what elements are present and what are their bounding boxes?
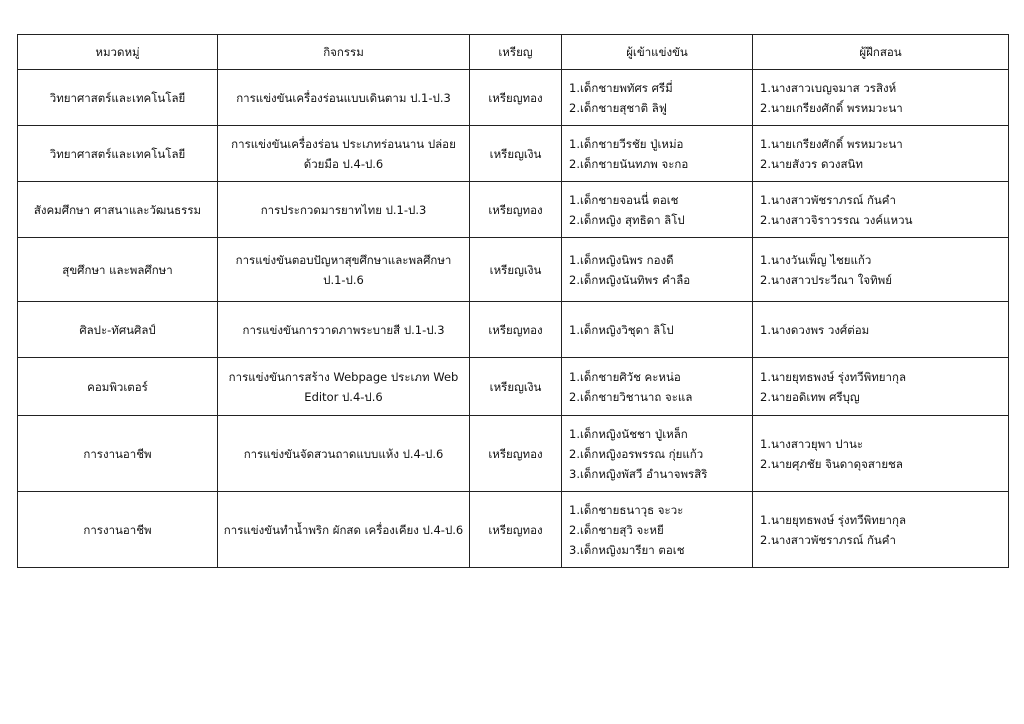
category-cell: การงานอาชีพ — [18, 416, 218, 492]
trainers-cell — [753, 70, 1009, 126]
table-row — [18, 358, 1009, 416]
table-header-row — [18, 35, 1009, 70]
trainer-name: 2.นางสาวพัชราภรณ์ กันคำ — [760, 532, 896, 547]
competitor-name: 1.เด็กชายธนาวุธ จะวะ — [569, 502, 684, 517]
header-trainers: ผู้ฝึกสอน — [753, 35, 1009, 70]
category-cell: วิทยาศาสตร์และเทคโนโลยี — [18, 126, 218, 182]
activity-cell: การแข่งขันจัดสวนถาดแบบแห้ง ป.4-ป.6 — [218, 416, 470, 492]
trainer-name: 1.นางวันเพ็ญ ไชยแก้ว — [760, 252, 872, 267]
competitors-cell — [562, 492, 753, 568]
trainer-name: 1.นางสาวเบญจมาส วรสิงห์ — [760, 80, 897, 95]
competitor-name: 1.เด็กชายศิวัช คะหน่อ — [569, 369, 681, 384]
table-row — [18, 126, 1009, 182]
activity-cell: การแข่งขันทำน้ำพริก ผักสด เครื่องเคียง ป.4-ป.6 — [218, 492, 470, 568]
header-category: หมวดหมู่ — [18, 35, 218, 70]
category-cell: การงานอาชีพ — [18, 492, 218, 568]
category-cell: คอมพิวเตอร์ — [18, 358, 218, 416]
trainers-cell — [753, 182, 1009, 238]
activity-cell: การแข่งขันการวาดภาพระบายสี ป.1-ป.3 — [218, 302, 470, 358]
header-medal: เหรียญ — [470, 35, 562, 70]
trainers-cell — [753, 238, 1009, 302]
trainer-name: 2.นายศุภชัย จินดาดุจสายชล — [760, 456, 903, 471]
trainers-cell — [753, 358, 1009, 416]
competitors-cell — [562, 358, 753, 416]
medal-cell: เหรียญทอง — [470, 492, 562, 568]
competitor-name: 2.เด็กชายสุชาติ ลิฟู — [569, 100, 667, 115]
table-body — [18, 70, 1009, 568]
table-row — [18, 492, 1009, 568]
competitor-name: 1.เด็กหญิงวิชุดา ลิโป — [569, 322, 674, 337]
competitors-cell — [562, 416, 753, 492]
trainer-name: 2.นายอดิเทพ ศรีบุญ — [760, 389, 860, 404]
competitor-name: 2.เด็กหญิง สุทธิดา ลิโป — [569, 212, 685, 227]
medal-cell: เหรียญเงิน — [470, 238, 562, 302]
competitors-cell — [562, 238, 753, 302]
competitors-cell — [562, 126, 753, 182]
medal-cell: เหรียญเงิน — [470, 358, 562, 416]
competitor-name: 1.เด็กหญิงนัชชา ปู่เหล็ก — [569, 426, 688, 441]
competitors-cell — [562, 182, 753, 238]
category-cell: สุขศึกษา และพลศึกษา — [18, 238, 218, 302]
activity-cell: การแข่งขันเครื่องร่อน ประเภทร่อนนาน ปล่อยด้วยมือ ป.4-ป.6 — [218, 126, 470, 182]
medal-cell: เหรียญทอง — [470, 302, 562, 358]
competitors-cell — [562, 70, 753, 126]
header-competitors: ผู้เข้าแข่งขัน — [562, 35, 753, 70]
competitor-name: 1.เด็กชายพทัศร ศรีมี่ — [569, 80, 673, 95]
table-row — [18, 302, 1009, 358]
activity-cell: การแข่งขันตอบปัญหาสุขศึกษาและพลศึกษา ป.1-ป.6 — [218, 238, 470, 302]
table-row — [18, 416, 1009, 492]
category-cell: วิทยาศาสตร์และเทคโนโลยี — [18, 70, 218, 126]
table-row — [18, 182, 1009, 238]
competitor-name: 2.เด็กชายนันทภพ จะกอ — [569, 156, 689, 171]
medal-cell: เหรียญทอง — [470, 182, 562, 238]
trainer-name: 2.นางสาวจิราวรรณ วงค์แหวน — [760, 212, 913, 227]
trainer-name: 1.นางดวงพร วงศ์ต่อม — [760, 322, 870, 337]
trainers-cell — [753, 126, 1009, 182]
trainer-name: 1.นายยุทธพงษ์ รุ่งทวีพิทยากุล — [760, 512, 906, 527]
header-activity: กิจกรรม — [218, 35, 470, 70]
competitor-name: 3.เด็กหญิงพัสวี อำนาจพรสิริ — [569, 466, 708, 481]
competitor-name: 3.เด็กหญิงมารียา ตอเช — [569, 542, 685, 557]
competitor-name: 1.เด็กหญิงนิพร กองดี — [569, 252, 674, 267]
category-cell: สังคมศึกษา ศาสนาและวัฒนธรรม — [18, 182, 218, 238]
trainers-cell — [753, 416, 1009, 492]
competitor-name: 1.เด็กชายวีรชัย ปู่เหม่อ — [569, 136, 684, 151]
results-table — [17, 34, 1009, 568]
activity-cell: การแข่งขันการสร้าง Webpage ประเภท Web Editor ป.4-ป.6 — [218, 358, 470, 416]
table-row — [18, 70, 1009, 126]
competitor-name: 2.เด็กชายสุวิ จะหยี — [569, 522, 664, 537]
activity-cell: การประกวดมารยาทไทย ป.1-ป.3 — [218, 182, 470, 238]
category-cell: ศิลปะ-ทัศนศิลป์ — [18, 302, 218, 358]
trainer-name: 1.นางสาวพัชราภรณ์ กันคำ — [760, 192, 896, 207]
trainer-name: 1.นายยุทธพงษ์ รุ่งทวีพิทยากุล — [760, 369, 906, 384]
trainer-name: 1.นายเกรียงศักดิ์ พรหมวะนา — [760, 136, 903, 151]
medal-cell: เหรียญทอง — [470, 70, 562, 126]
competitor-name: 2.เด็กชายวิชานาถ จะแล — [569, 389, 693, 404]
trainer-name: 1.นางสาวยุพา ปานะ — [760, 436, 864, 451]
table-row — [18, 238, 1009, 302]
trainer-name: 2.นายเกรียงศักดิ์ พรหมวะนา — [760, 100, 903, 115]
competitor-name: 2.เด็กหญิงนันทิพร คำลือ — [569, 272, 691, 287]
trainer-name: 2.นางสาวประวีณา ใจทิพย์ — [760, 272, 892, 287]
trainers-cell — [753, 492, 1009, 568]
medal-cell: เหรียญเงิน — [470, 126, 562, 182]
trainer-name: 2.นายสังวร ดวงสนิท — [760, 156, 863, 171]
competitor-name: 2.เด็กหญิงอรพรรณ กุ่ยแก้ว — [569, 446, 704, 461]
activity-cell: การแข่งขันเครื่องร่อนแบบเดินตาม ป.1-ป.3 — [218, 70, 470, 126]
competitor-name: 1.เด็กชายจอนนี่ ตอเช — [569, 192, 679, 207]
competitors-cell — [562, 302, 753, 358]
medal-cell: เหรียญทอง — [470, 416, 562, 492]
trainers-cell — [753, 302, 1009, 358]
